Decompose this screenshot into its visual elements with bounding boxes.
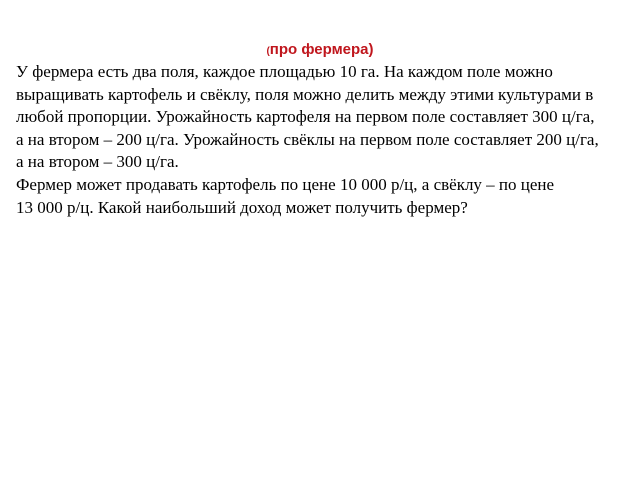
problem-line: а на втором – 300 ц/га. [16, 152, 179, 172]
problem-line: У фермера есть два поля, каждое площадью 10 га. На каждом поле можно [16, 62, 553, 81]
problem-line: 13 000 р/ц. Какой наибольший доход может получить фермер? [16, 197, 468, 217]
title-text: про фермера) [269, 41, 374, 58]
problem-line: выращивать картофель и свёклу, поля можно делить между этими культурами в [16, 84, 594, 104]
slide-title [0, 41, 640, 61]
problem-line: любой пропорции. Урожайность картофеля на первом поле составляет 300 ц/га, [16, 107, 595, 127]
problem-line: Фермер может продавать картофель по цене 10 000 р/ц, а свёклу – по цене [16, 174, 555, 194]
problem-line: а на втором – 200 ц/га. Урожайность свёклы на первом поле составляет 200 ц/га, [16, 129, 599, 149]
title-open-paren: ( [266, 46, 270, 57]
problem-text [16, 61, 631, 219]
